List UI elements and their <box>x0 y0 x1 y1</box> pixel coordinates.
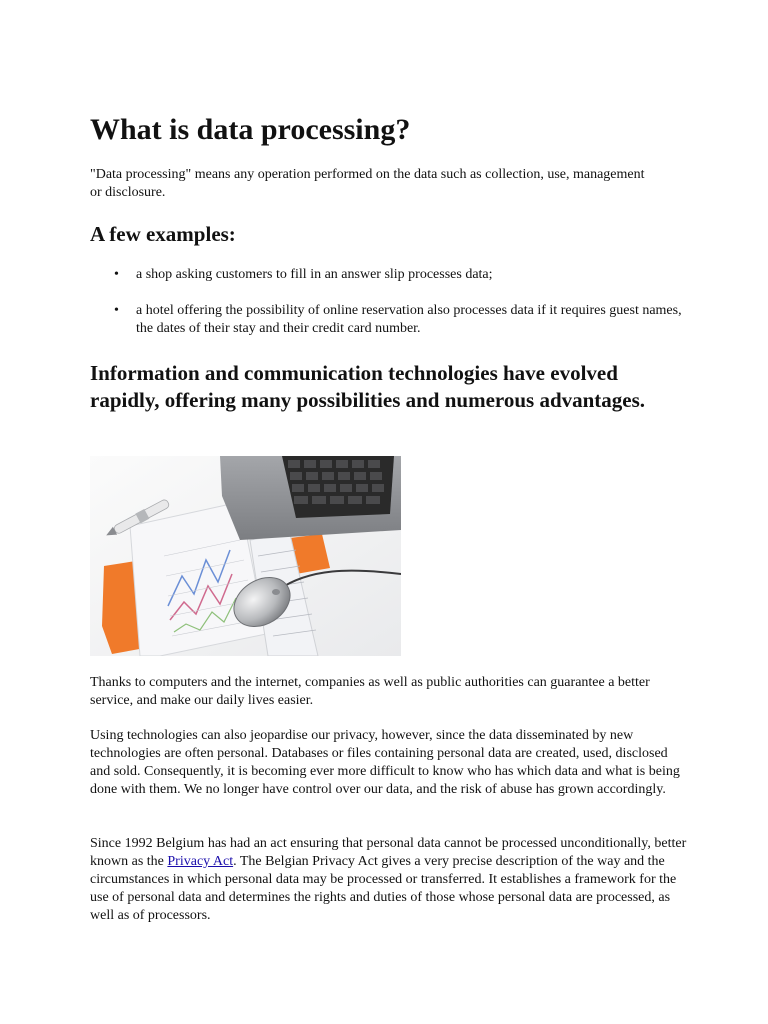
examples-list <box>90 266 690 338</box>
examples-heading: A few examples: <box>90 222 236 246</box>
list-item <box>90 302 690 338</box>
belgium-act-text-before: Since 1992 Belgium has had an act ensuring that personal data cannot be processed unconditionally, better known as the <box>90 836 687 869</box>
laptop-mouse-pen-chart-photo-icon <box>90 456 401 656</box>
list-item <box>90 266 690 284</box>
intro-paragraph: "Data processing" means any operation performed on the data such as collection, use, management or disclosure. <box>90 167 645 200</box>
page-title: What is data processing? <box>90 113 411 146</box>
bullet-icon: • <box>114 267 119 282</box>
privacy-act-link[interactable]: Privacy Act <box>167 854 234 869</box>
list-item-text: a shop asking customers to fill in an answer slip processes data; <box>136 267 493 282</box>
ict-heading: Information and communication technologies have evolved rapidly, offering many possibilities and numerous advantages. <box>90 361 646 412</box>
bullet-icon: • <box>114 303 119 318</box>
belgium-act-text-after: . The Belgian Privacy Act gives a very precise description of the way and the circumstances in which personal data may be processed or transferred. It establishes a framework for the use of personal data and determines the rights and duties of those whose personal data are processed, as well as of processors. <box>90 854 677 923</box>
list-item-text: a hotel offering the possibility of online reservation also processes data if it requires guest names, the dates of their stay and their credit card number. <box>136 303 682 336</box>
laptop-mouse-photo <box>90 456 401 656</box>
privacy-risk-paragraph: Using technologies can also jeopardise our privacy, however, since the data disseminated by new technologies are often personal. Databases or files containing personal data are created, used, disclosed and sold. Consequently, it is becoming ever more difficult to know who has which data and what is being done with them. We no longer have control over our data, and the risk of abuse has grown accordingly. <box>90 728 680 797</box>
thanks-paragraph: Thanks to computers and the internet, companies as well as public authorities can guarantee a better service, and make our daily lives easier. <box>90 675 650 708</box>
belgium-act-paragraph <box>90 835 690 925</box>
